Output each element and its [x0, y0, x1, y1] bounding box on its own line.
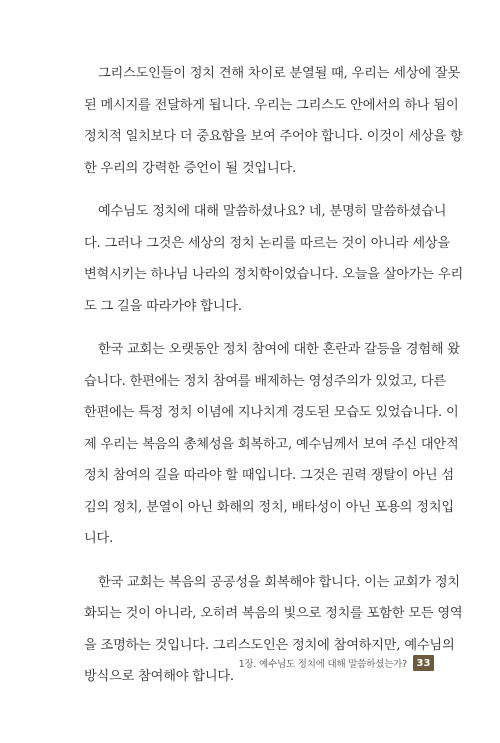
text-line: 습니다. 한편에는 정치 참여를 배제하는 영성주의가 있었고, 다른 — [84, 373, 446, 389]
text-line: 제 우리는 복음의 총체성을 회복하고, 예수님께서 보여 주신 대안적 — [84, 436, 459, 452]
text-line: 을 조명하는 것입니다. 그리스도인은 정치에 참여하지만, 예수님의 — [84, 637, 455, 653]
text-line: 한국 교회는 복음의 공공성을 회복해야 합니다. 이는 교회가 정치 — [98, 574, 460, 590]
text-line: 변혁시키는 하나님 나라의 정치학이었습니다. 오늘을 살아가는 우리 — [84, 267, 464, 282]
text-line: 예수님도 정치에 대해 말씀하셨나요? 네, 분명히 말씀하셨습니 — [98, 204, 447, 219]
text-line: 한편에는 특정 정치 이념에 지나치게 경도된 모습도 있었습니다. 이 — [84, 405, 459, 420]
text-line: 된 메시지를 전달하게 됩니다. 우리는 그리스도 안에서의 하나 됨이 — [84, 97, 459, 113]
text-line: 한 우리의 강력한 증언이 될 것입니다. — [84, 160, 297, 176]
text-line: 한국 교회는 오랫동안 정치 참여에 대한 혼란과 갈등을 경험해 왔 — [98, 342, 460, 357]
text-line: 니다. — [84, 531, 114, 546]
text-line: 화되는 것이 아니라, 오히려 복음의 빛으로 정치를 포함한 모든 영역 — [84, 606, 463, 621]
text-line: 정치적 일치보다 더 중요함을 보여 주어야 합니다. 이것이 세상을 향 — [84, 129, 463, 144]
text-line: 방식으로 참여해야 합니다. — [84, 669, 234, 684]
page-number-badge: 33 — [413, 655, 434, 671]
paragraph-3 — [84, 334, 460, 555]
text-line: 김의 정치, 분열이 아닌 화해의 정치, 배타성이 아닌 포용의 정치입 — [84, 499, 454, 515]
text-line: 그리스도인들이 정치 견해 차이로 분열될 때, 우리는 세상에 잘못 — [98, 66, 460, 81]
text-line: 도 그 길을 따라가야 합니다. — [84, 298, 242, 314]
running-title: 1장. 예수님도 정치에 대해 말씀하셨는가? — [238, 659, 407, 670]
text-line: 정치 참여의 길을 따라야 할 때입니다. 그것은 권력 쟁탈이 아닌 섬 — [84, 468, 454, 483]
paragraph-1 — [84, 58, 463, 184]
text-line: 다. 그러나 그것은 세상의 정치 논리를 따르는 것이 아니라 세상을 — [84, 235, 450, 251]
paragraph-2 — [84, 196, 464, 322]
page-footer — [239, 654, 434, 672]
